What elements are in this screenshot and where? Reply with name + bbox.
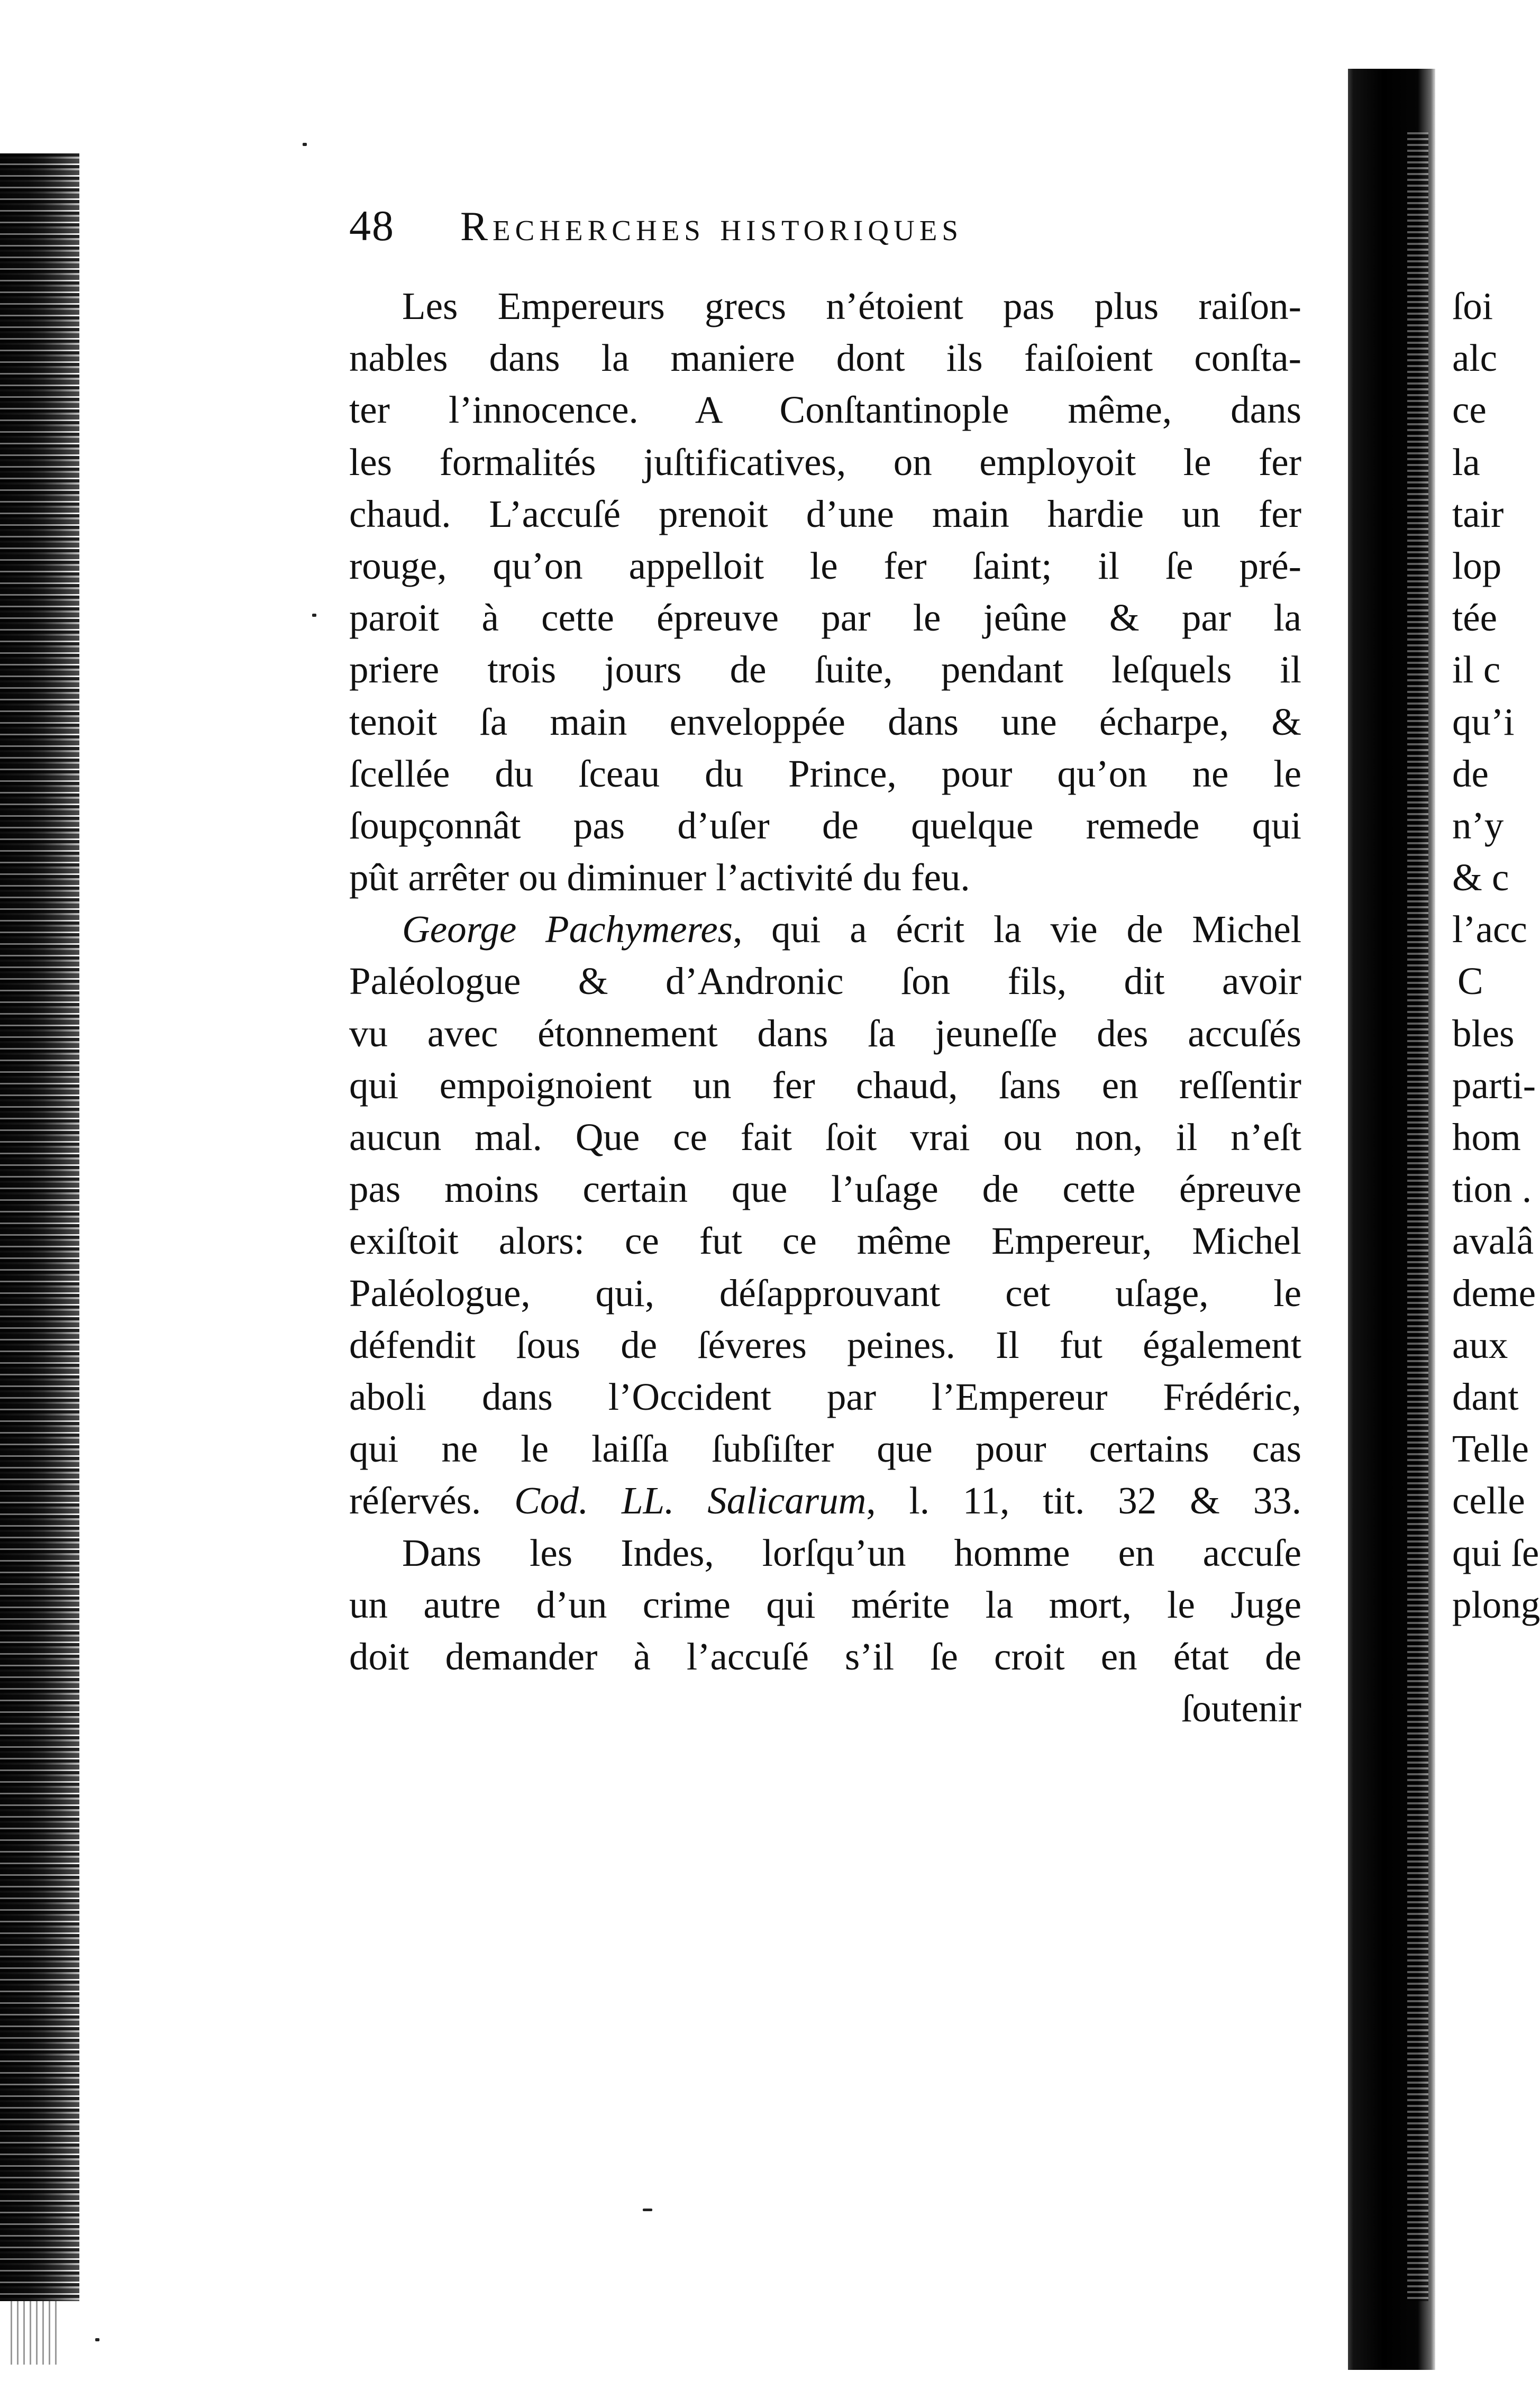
facing-fragment: dant (1452, 1375, 1519, 1418)
facing-fragment: hom (1452, 1116, 1521, 1158)
facing-fragment: la (1452, 440, 1480, 484)
italic-text: George Pachymeres (402, 908, 733, 951)
text-line: exiſtoit alors: ce fut ce même Empereur, Michel (349, 1219, 1301, 1263)
gutter-texture (1407, 132, 1428, 2301)
text-line: doit demander à l’accuſé s’il ſe croit en état de (349, 1635, 1301, 1678)
facing-fragment: tée (1452, 596, 1498, 640)
catchword: ſoutenir (1181, 1687, 1301, 1730)
facing-fragment: l’acc (1452, 908, 1527, 951)
italic-text: Cod. LL. Salicarum (514, 1479, 867, 1522)
text-line: Dans les Indes, lorſqu’un homme en accuſe (402, 1531, 1301, 1574)
text-line: réſervés. Cod. LL. Salicarum, l. 11, tit. 32 & 33. (349, 1479, 1302, 1522)
text-line: nables dans la maniere dont ils faiſoient conſta- (349, 336, 1301, 380)
facing-fragment: de (1452, 752, 1489, 795)
text-line: priere trois jours de ſuite, pendant leſquels il (349, 648, 1301, 691)
text-line: vu avec étonnement dans ſa jeuneſſe des accuſés (349, 1011, 1301, 1055)
facing-fragment: tion . (1452, 1167, 1532, 1211)
text-line: Paléologue & d’Andronic ſon fils, dit avoir (349, 960, 1301, 1003)
text-line: chaud. L’accuſé prenoit d’une main hardie un fer (349, 492, 1301, 535)
text-line: aucun mal. Que ce fait ſoit vrai ou non, il n’eſt (349, 1116, 1301, 1158)
text-line: ſoupçonnât pas d’uſer de quelque remede qui (349, 804, 1301, 847)
facing-fragment: qui ſe (1452, 1531, 1539, 1574)
text-line: ter l’innocence. A Conſtantinople même, dans (349, 388, 1301, 432)
facing-fragment: qu’i (1452, 700, 1515, 743)
facing-page-fragments (1452, 280, 1540, 1631)
text-line: pût arrêter ou diminuer l’activité du feu. (349, 856, 970, 899)
running-title: Recherches historiques (460, 203, 963, 249)
facing-fragment: aux (1452, 1323, 1508, 1366)
text-line: qui empoignoient un fer chaud, ſans en reſſentir (349, 1063, 1301, 1107)
facing-fragment: il c (1452, 648, 1501, 691)
facing-fragment: ce (1452, 388, 1487, 432)
facing-fragment: avalâ (1452, 1219, 1534, 1263)
left-binding-fibers (11, 2301, 58, 2365)
text-line: ſcellée du ſceau du Prince, pour qu’on ne le (349, 752, 1301, 795)
text-line: rouge, qu’on appelloit le fer ſaint; il ſe pré- (349, 544, 1301, 587)
ink-speck (643, 2209, 652, 2211)
facing-fragment: parti- (1452, 1063, 1536, 1107)
ink-speck (303, 143, 307, 146)
ink-speck (312, 614, 316, 617)
text-line: Paléologue, qui, déſapprouvant cet uſage, le (349, 1271, 1301, 1315)
facing-fragment: plong (1452, 1583, 1540, 1626)
facing-fragment: & c (1452, 856, 1509, 899)
text-line: un autre d’un crime qui mérite la mort, le Juge (349, 1583, 1301, 1626)
text-line: tenoit ſa main enveloppée dans une écharpe, & (349, 700, 1301, 743)
body-text (349, 280, 1301, 1735)
text-line: aboli dans l’Occident par l’Empereur Frédéric, (349, 1375, 1301, 1418)
page-number: 48 (349, 202, 395, 250)
text-line: paroit à cette épreuve par le jeûne & par la (349, 596, 1301, 640)
facing-fragment: Telle (1452, 1427, 1529, 1471)
ink-speck (95, 2338, 99, 2341)
facing-fragment: n’y (1452, 804, 1504, 847)
facing-fragment: celle (1452, 1479, 1525, 1522)
left-binding-edge (0, 153, 79, 2301)
facing-fragment: C (1457, 960, 1483, 1003)
text-line: pas moins certain que l’uſage de cette épreuve (349, 1167, 1301, 1211)
running-head (349, 201, 1301, 264)
text-line: défendit ſous de ſéveres peines. Il fut également (349, 1323, 1301, 1366)
facing-fragment: deme (1452, 1271, 1536, 1315)
text-line: qui ne le laiſſa ſubſiſter que pour certains cas (349, 1427, 1301, 1471)
text-line: George Pachymeres, qui a écrit la vie de Michel (402, 908, 1301, 951)
facing-fragment: alc (1452, 336, 1498, 380)
text-line: les formalités juſtificatives, on employoit le fer (349, 440, 1301, 484)
facing-fragment: lop (1452, 544, 1502, 587)
facing-fragment: ſoi (1452, 285, 1493, 327)
facing-fragment: tair (1452, 492, 1504, 535)
text-line: Les Empereurs grecs n’étoient pas plus raiſon- (402, 285, 1301, 327)
facing-fragment: bles (1452, 1011, 1515, 1055)
